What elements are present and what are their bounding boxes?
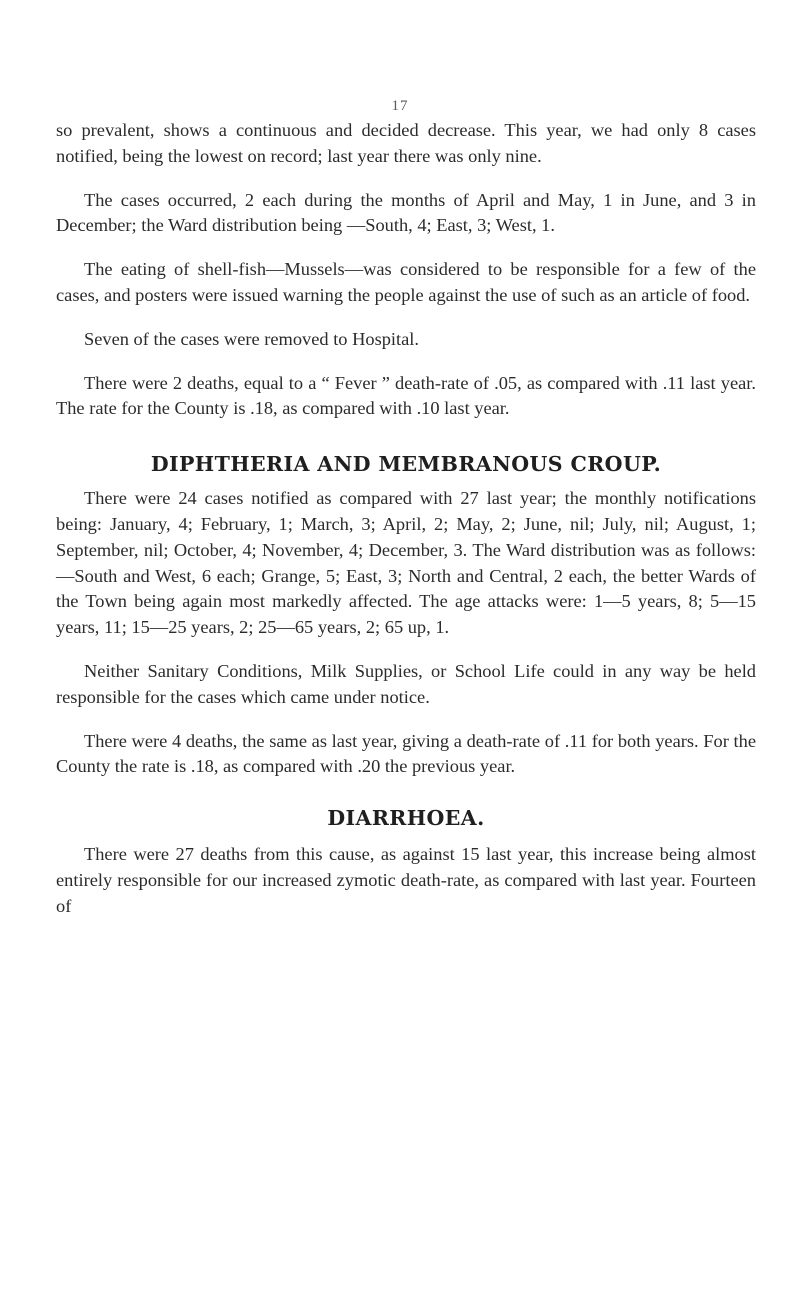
paragraph-diphtheria-cases: There were 24 cases notified as compared with 27 last year; the monthly notifications being: January, 4; February, 1; March, 3; April, 2; May, 2; June, nil; July, nil; August, 1; September, nil; October, 4; November, 4; December, 3. The Ward distribution was as follows:—South and West, 6 each; Grange, 5; East, 3; North and Central, 2 each, the better Wards of the Town being again most markedly affected. The age attacks were: 1—5 years, 8; 5—15 years, 11; 15—25 years, 2; 25—65 years, 2; 65 up, 1. [56, 488, 756, 638]
paragraph-diphtheria-deaths: There were 4 deaths, the same as last year, giving a death-rate of .11 for both years. For the County the rate is .18, as compared with .20 the previous year. [56, 730, 756, 777]
heading-diphtheria: DIPHTHERIA AND MEMBRANOUS CROUP. [150, 452, 662, 477]
paragraph-continuation: so prevalent, shows a continuous and decided decrease. This year, we had only 8 cases notified, being the lowest on record; last year there was only nine. [56, 120, 756, 166]
paragraph-case-months: The cases occurred, 2 each during the months of April and May, 1 in June, and 3 in December; the Ward distribution being —South, 4; East, 3; West, 1. [56, 189, 756, 236]
page-number: 17 [391, 98, 409, 114]
paragraph-shellfish: The eating of shell-fish—Mussels—was considered to be responsible for a few of the cases, and posters were issued warning the people against the use of such as an article of food. [56, 259, 756, 305]
heading-diarrhoea: DIARRHOEA. [327, 806, 485, 831]
paragraph-hospital: Seven of the cases were removed to Hospital. [84, 328, 420, 349]
paragraph-fever-deaths: There were 2 deaths, equal to a “ Fever ” death-rate of .05, as compared with .11 last year. The rate for the County is .18, as compared with .10 last year. [56, 372, 756, 419]
paragraph-diarrhoea-deaths: There were 27 deaths from this cause, as against 15 last year, this increase being almost entirely responsible for our increased zymotic death-rate, as compared with last year. Fourteen of [56, 844, 756, 916]
page-body [56, 118, 756, 938]
paragraph-diphtheria-conditions: Neither Sanitary Conditions, Milk Supplies, or School Life could in any way be held responsible for the cases which came under notice. [56, 660, 756, 707]
